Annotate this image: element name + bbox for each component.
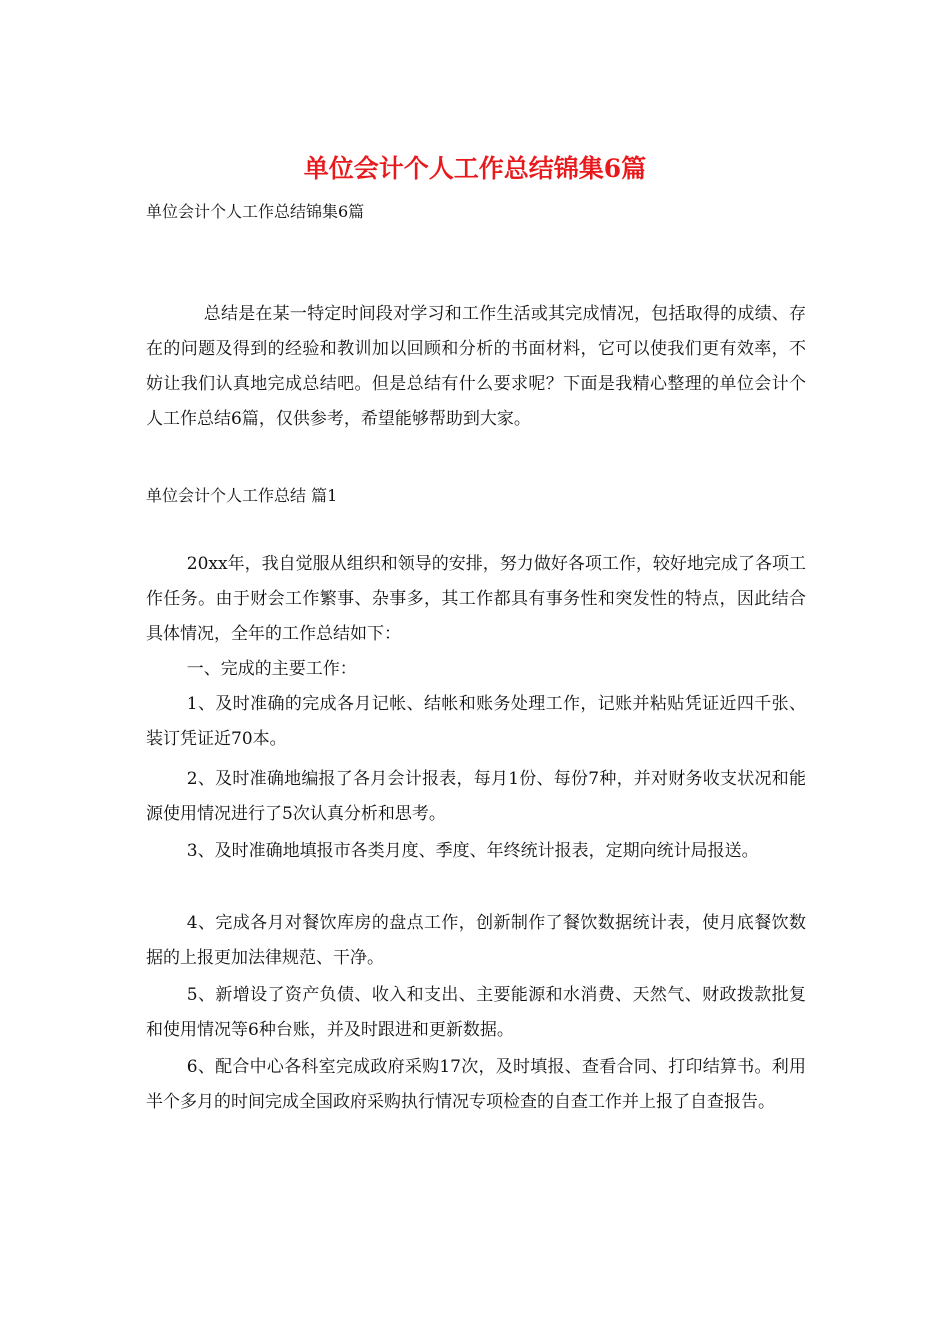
body-paragraph: 一、完成的主要工作： [186, 659, 357, 679]
body-paragraph: 1、及时准确的完成各月记帐、结帐和账务处理工作，记账并粘贴凭证近四千张、装订凭证近70本。 [146, 694, 806, 749]
body-paragraph: 20xx年，我自觉服从组织和领导的安排，努力做好各项工作，较好地完成了各项工作任务。由于财会工作繁事、杂事多，其工作都具有事务性和突发性的特点，因此结合具体情况，全年的工作总结如下： [146, 554, 806, 644]
body-paragraph: 3、及时准确地填报市各类月度、季度、年终统计报表，定期向统计局报送。 [186, 841, 759, 861]
document-subtitle: 单位会计个人工作总结锦集6篇 [146, 202, 365, 221]
body-paragraph: 6、配合中心各科室完成政府采购17次，及时填报、查看合同、打印结算书。利用半个多月的时间完成全国政府采购执行情况专项检查的自查工作并上报了自查报告。 [146, 1057, 806, 1112]
body-paragraph: 4、完成各月对餐饮库房的盘点工作，创新制作了餐饮数据统计表，使月底餐饮数据的上报更加法律规范、干净。 [146, 913, 806, 968]
section-heading: 单位会计个人工作总结 篇1 [146, 486, 338, 505]
body-paragraph: 2、及时准确地编报了各月会计报表，每月1份、每份7种，并对财务收支状况和能源使用情况进行了5次认真分析和思考。 [146, 769, 806, 824]
body-paragraph: 5、新增设了资产负债、收入和支出、主要能源和水消费、天然气、财政拨款批复和使用情况等6种台账，并及时跟进和更新数据。 [146, 985, 806, 1040]
intro-paragraph: 总结是在某一特定时间段对学习和工作生活或其完成情况，包括取得的成绩、存在的问题及得到的经验和教训加以回顾和分析的书面材料，它可以使我们更有效率，不妨让我们认真地完成总结吧。但是总结有什么要求呢？下面是我精心整理的单位会计个人工作总结6篇，仅供参考，希望能够帮助到大家。 [146, 304, 806, 429]
document-title: 单位会计个人工作总结锦集6篇 [303, 154, 647, 183]
